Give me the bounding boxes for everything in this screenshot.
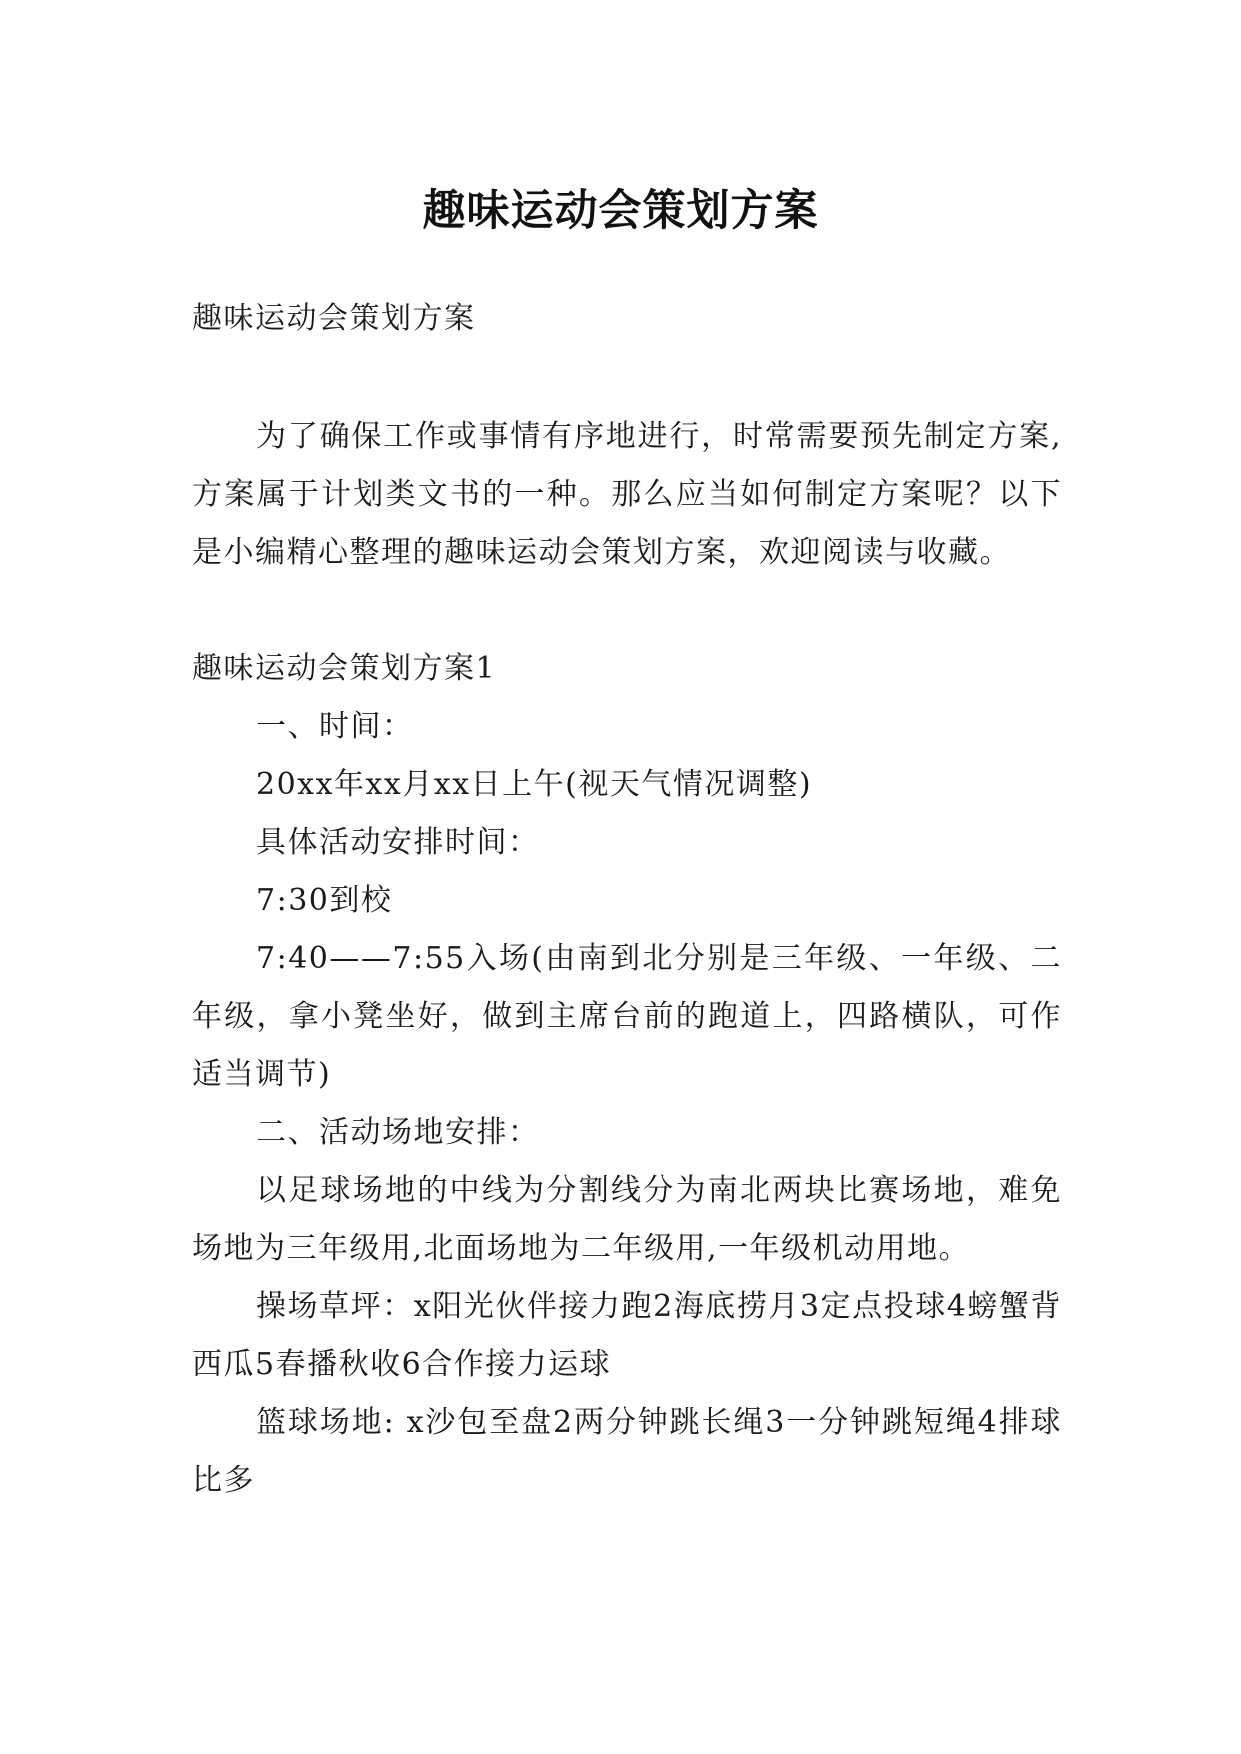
venue-heading: 二、活动场地安排： xyxy=(256,1115,540,1150)
playground-events: 操场草坪：x阳光伙伴接力跑2海底捞月3定点投球4螃蟹背西瓜5春播秋收6合作接力运球 xyxy=(192,1289,1062,1382)
document-title: 趣味运动会策划方案 xyxy=(422,185,819,236)
basketball-court-events: 篮球场地: x沙包至盘2两分钟跳长绳3一分钟跳短绳4排球比多 xyxy=(192,1405,1062,1498)
entrance-paragraph: 7:40——7:55入场(由南到北分别是三年级、一年级、二年级，拿小凳坐好，做到主席台前的跑道上，四路横队，可作适当调节) xyxy=(192,941,1062,1092)
document-body xyxy=(192,290,1062,1510)
time-heading: 一、时间： xyxy=(256,709,414,744)
date-line: 20xx年xx月xx日上午(视天气情况调整) xyxy=(256,767,813,802)
venue-division-paragraph: 以足球场地的中线为分割线分为南北两块比赛场地，难免场地为三年级用,北面场地为二年级用,一年级机动用地。 xyxy=(192,1173,1062,1266)
schedule-heading: 具体活动安排时间： xyxy=(256,825,540,860)
section-heading: 趣味运动会策划方案1 xyxy=(192,651,497,686)
arrival-time: 7:30到校 xyxy=(256,883,393,918)
document-subtitle: 趣味运动会策划方案 xyxy=(192,301,476,336)
intro-paragraph: 为了确保工作或事情有序地进行，时常需要预先制定方案,方案属于计划类文书的一种。那么应当如何制定方案呢？以下是小编精心整理的趣味运动会策划方案，欢迎阅读与收藏。 xyxy=(192,419,1062,570)
